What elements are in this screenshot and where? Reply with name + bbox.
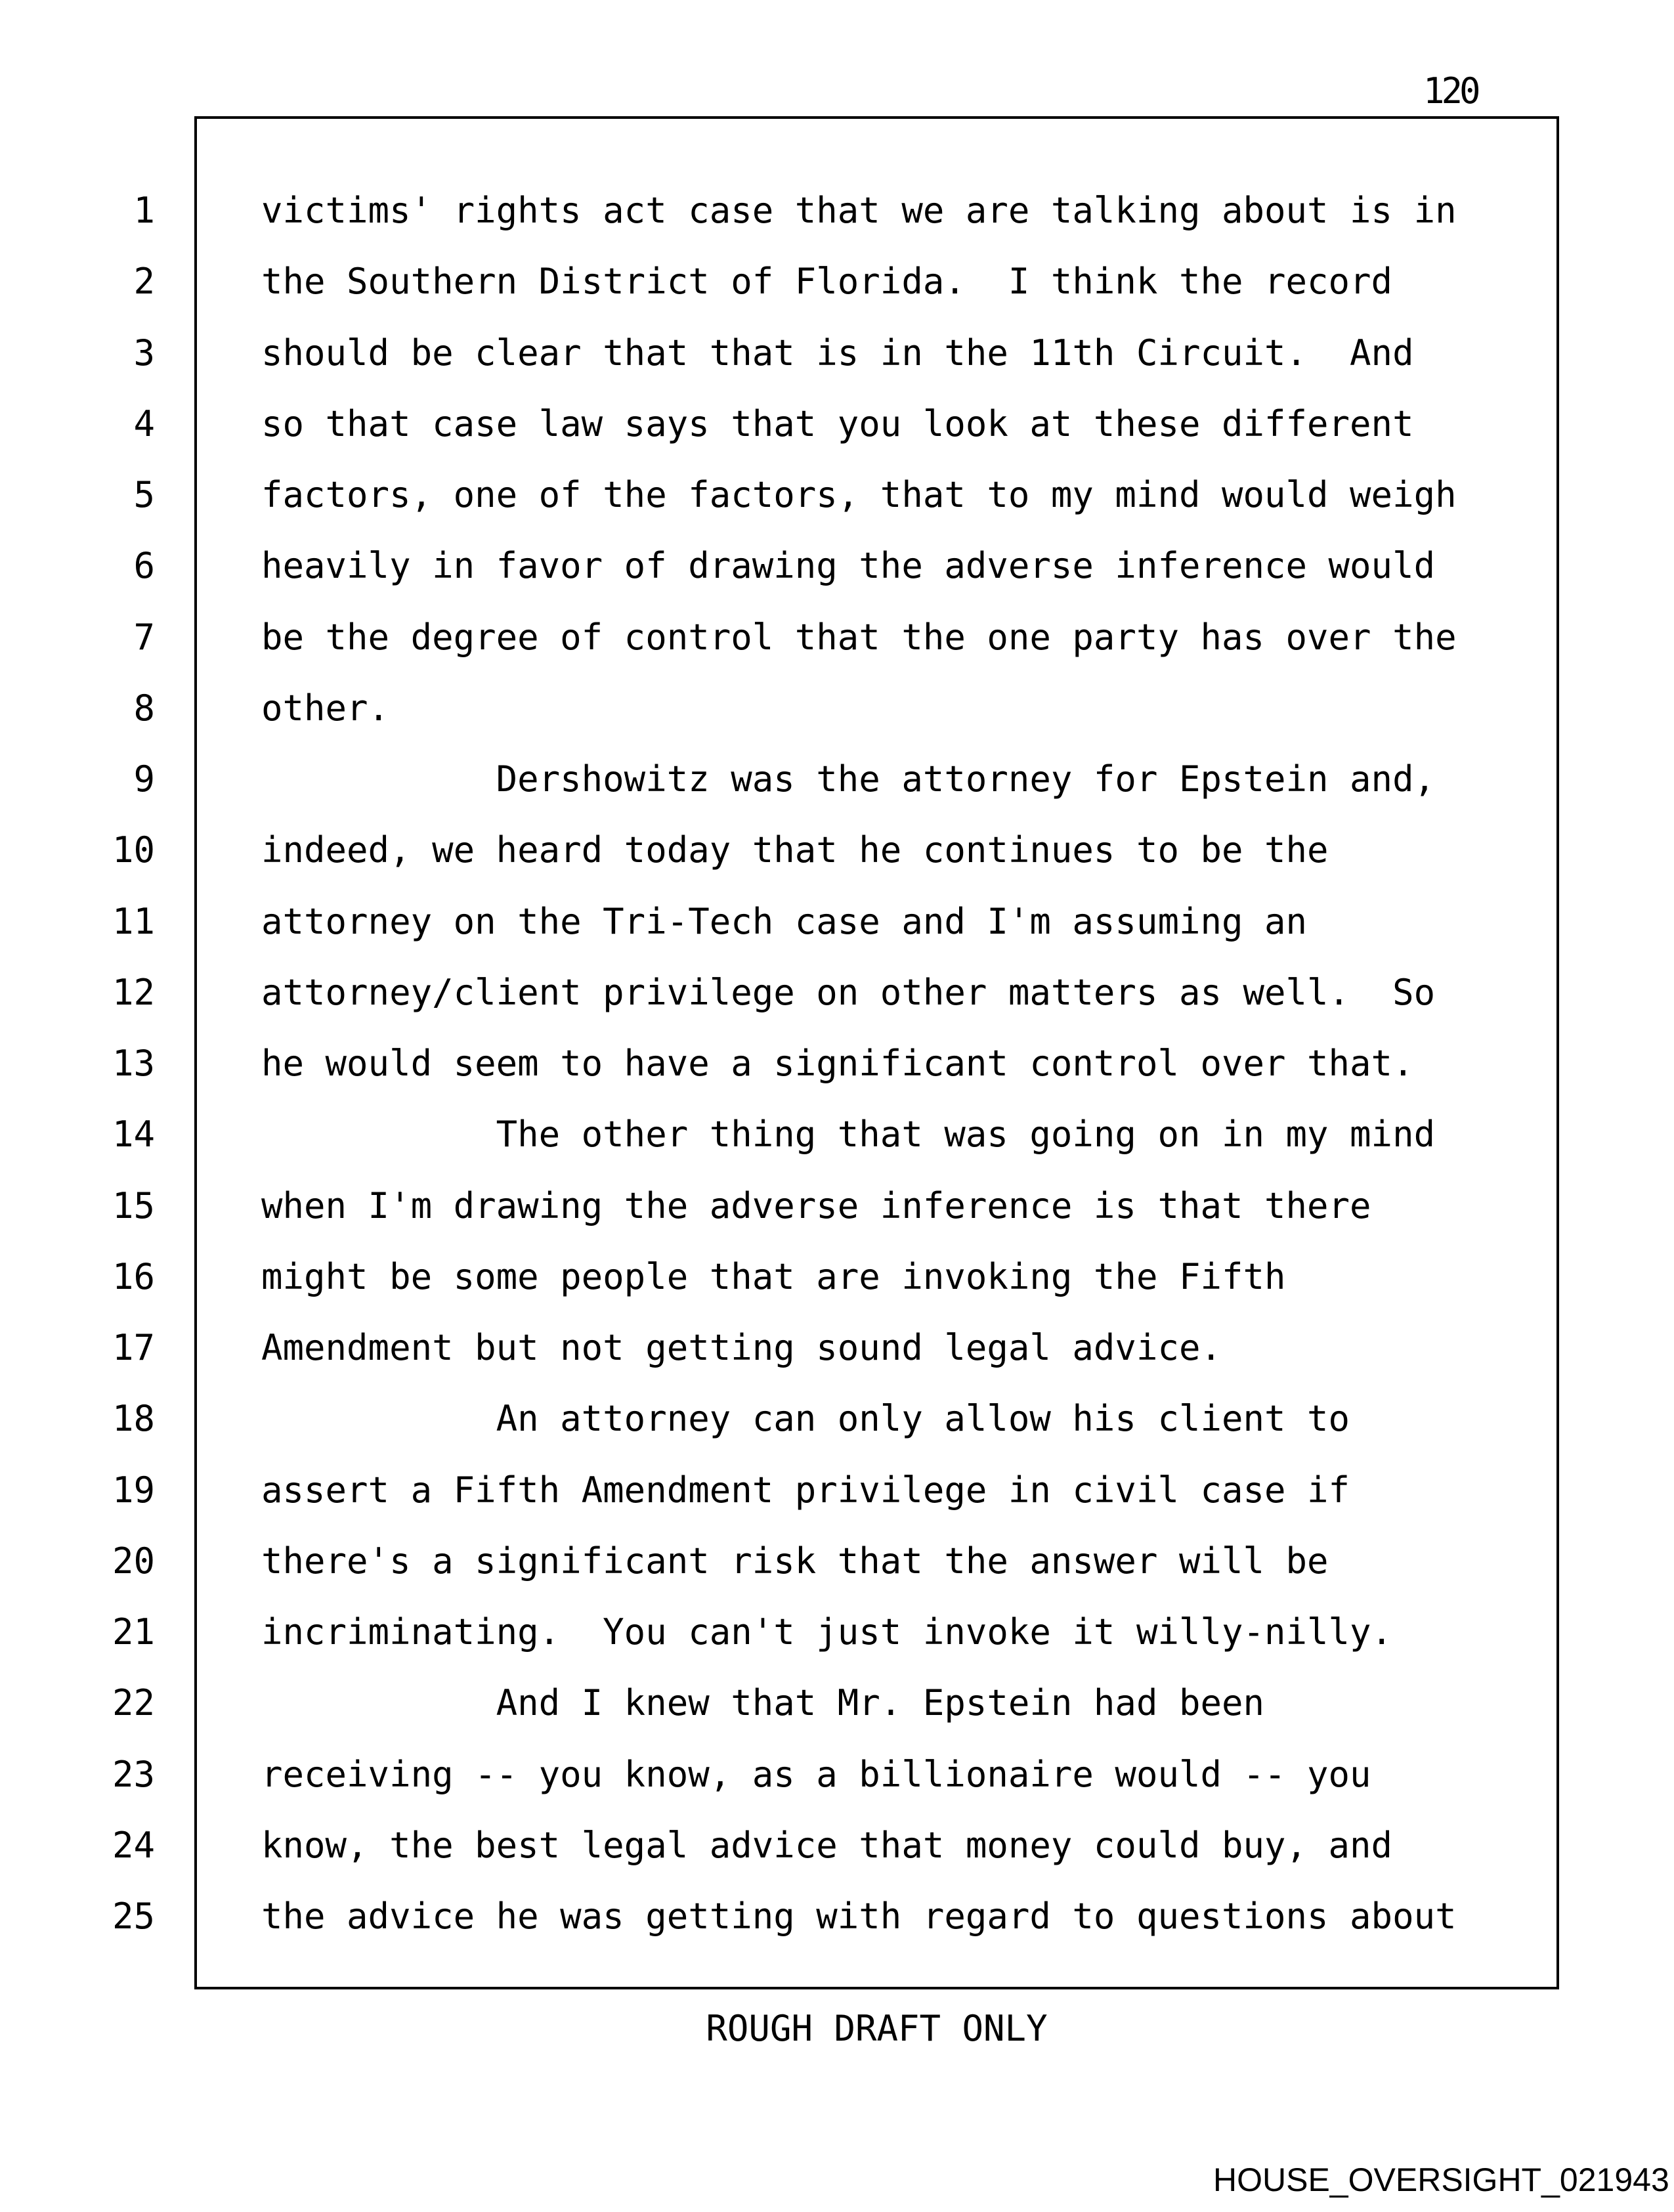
line-number: 4 [133, 402, 155, 445]
transcript-line [98, 1028, 1608, 1099]
transcript-line [98, 1881, 1608, 1952]
line-number: 8 [133, 687, 155, 729]
line-text: And I knew that Mr. Epstein had been [261, 1682, 1265, 1724]
line-number: 10 [112, 829, 155, 871]
transcript-line [98, 1526, 1608, 1597]
line-number: 5 [133, 474, 155, 516]
line-number: 19 [112, 1469, 155, 1511]
line-text: attorney on the Tri-Tech case and I'm assuming an [261, 900, 1308, 942]
transcript-line [98, 602, 1608, 673]
rough-draft-stamp: ROUGH DRAFT ONLY [706, 2008, 1048, 2049]
line-text: factors, one of the factors, that to my mind would weigh [261, 474, 1457, 516]
line-number: 22 [112, 1682, 155, 1724]
line-text: there's a significant risk that the answer will be [261, 1540, 1329, 1582]
transcript-line [98, 1810, 1608, 1881]
transcript-line [98, 460, 1608, 531]
line-text: Amendment but not getting sound legal advice. [261, 1327, 1222, 1369]
transcript-line [98, 957, 1608, 1028]
line-text: other. [261, 687, 390, 729]
line-number: 13 [112, 1043, 155, 1085]
line-text: know, the best legal advice that money could buy, and [261, 1824, 1393, 1866]
transcript-line [98, 1739, 1608, 1810]
line-text: victims' rights act case that we are talking about is in [261, 190, 1457, 232]
line-text: might be some people that are invoking the Fifth [261, 1255, 1286, 1297]
line-text: he would seem to have a significant control over that. [261, 1043, 1414, 1085]
line-text: assert a Fifth Amendment privilege in civil case if [261, 1469, 1350, 1511]
line-text: be the degree of control that the one party has over the [261, 616, 1457, 658]
transcript-line [98, 1312, 1608, 1383]
page-number: 120 [1423, 70, 1478, 112]
transcript-line [98, 673, 1608, 744]
transcript-line [98, 246, 1608, 317]
line-number: 3 [133, 332, 155, 374]
line-number: 18 [112, 1398, 155, 1440]
transcript-rows [98, 175, 1608, 1952]
line-text: should be clear that that is in the 11th Circuit. And [261, 332, 1414, 374]
transcript-line [98, 815, 1608, 886]
line-text: incriminating. You can't just invoke it willy-nilly. [261, 1611, 1393, 1653]
transcript-line [98, 1242, 1608, 1312]
line-text: so that case law says that you look at these different [261, 402, 1414, 445]
line-text: receiving -- you know, as a billionaire would -- you [261, 1753, 1371, 1795]
line-number: 2 [133, 261, 155, 303]
line-text: heavily in favor of drawing the adverse inference would [261, 545, 1436, 587]
transcript-line [98, 531, 1608, 601]
transcript-line [98, 1099, 1608, 1170]
line-text: Dershowitz was the attorney for Epstein and, [261, 758, 1436, 800]
line-number: 11 [112, 900, 155, 942]
transcript-line [98, 1597, 1608, 1668]
transcript-line [98, 1455, 1608, 1526]
transcript-line [98, 389, 1608, 460]
line-text: when I'm drawing the adverse inference is that there [261, 1184, 1371, 1226]
transcript-line [98, 318, 1608, 389]
line-number: 15 [112, 1184, 155, 1226]
line-number: 17 [112, 1327, 155, 1369]
line-number: 24 [112, 1824, 155, 1866]
line-number: 12 [112, 971, 155, 1013]
line-number: 16 [112, 1255, 155, 1297]
line-text: The other thing that was going on in my mind [261, 1114, 1436, 1156]
line-number: 7 [133, 616, 155, 658]
line-text: the advice he was getting with regard to questions about [261, 1896, 1457, 1938]
line-text: the Southern District of Florida. I think the record [261, 261, 1393, 303]
line-number: 14 [112, 1114, 155, 1156]
line-number: 9 [133, 758, 155, 800]
transcript-line [98, 1668, 1608, 1739]
line-number: 20 [112, 1540, 155, 1582]
line-number: 1 [133, 190, 155, 232]
line-number: 21 [112, 1611, 155, 1653]
line-number: 23 [112, 1753, 155, 1795]
transcript-line [98, 1171, 1608, 1242]
transcript-line [98, 1383, 1608, 1454]
line-text: attorney/client privilege on other matters as well. So [261, 971, 1436, 1013]
line-text: indeed, we heard today that he continues to be the [261, 829, 1329, 871]
transcript-line [98, 886, 1608, 957]
transcript-line [98, 175, 1608, 246]
line-number: 25 [112, 1896, 155, 1938]
bates-number: HOUSE_OVERSIGHT_021943 [1213, 2161, 1669, 2198]
transcript-line [98, 744, 1608, 815]
line-text: An attorney can only allow his client to [261, 1398, 1350, 1440]
line-number: 6 [133, 545, 155, 587]
